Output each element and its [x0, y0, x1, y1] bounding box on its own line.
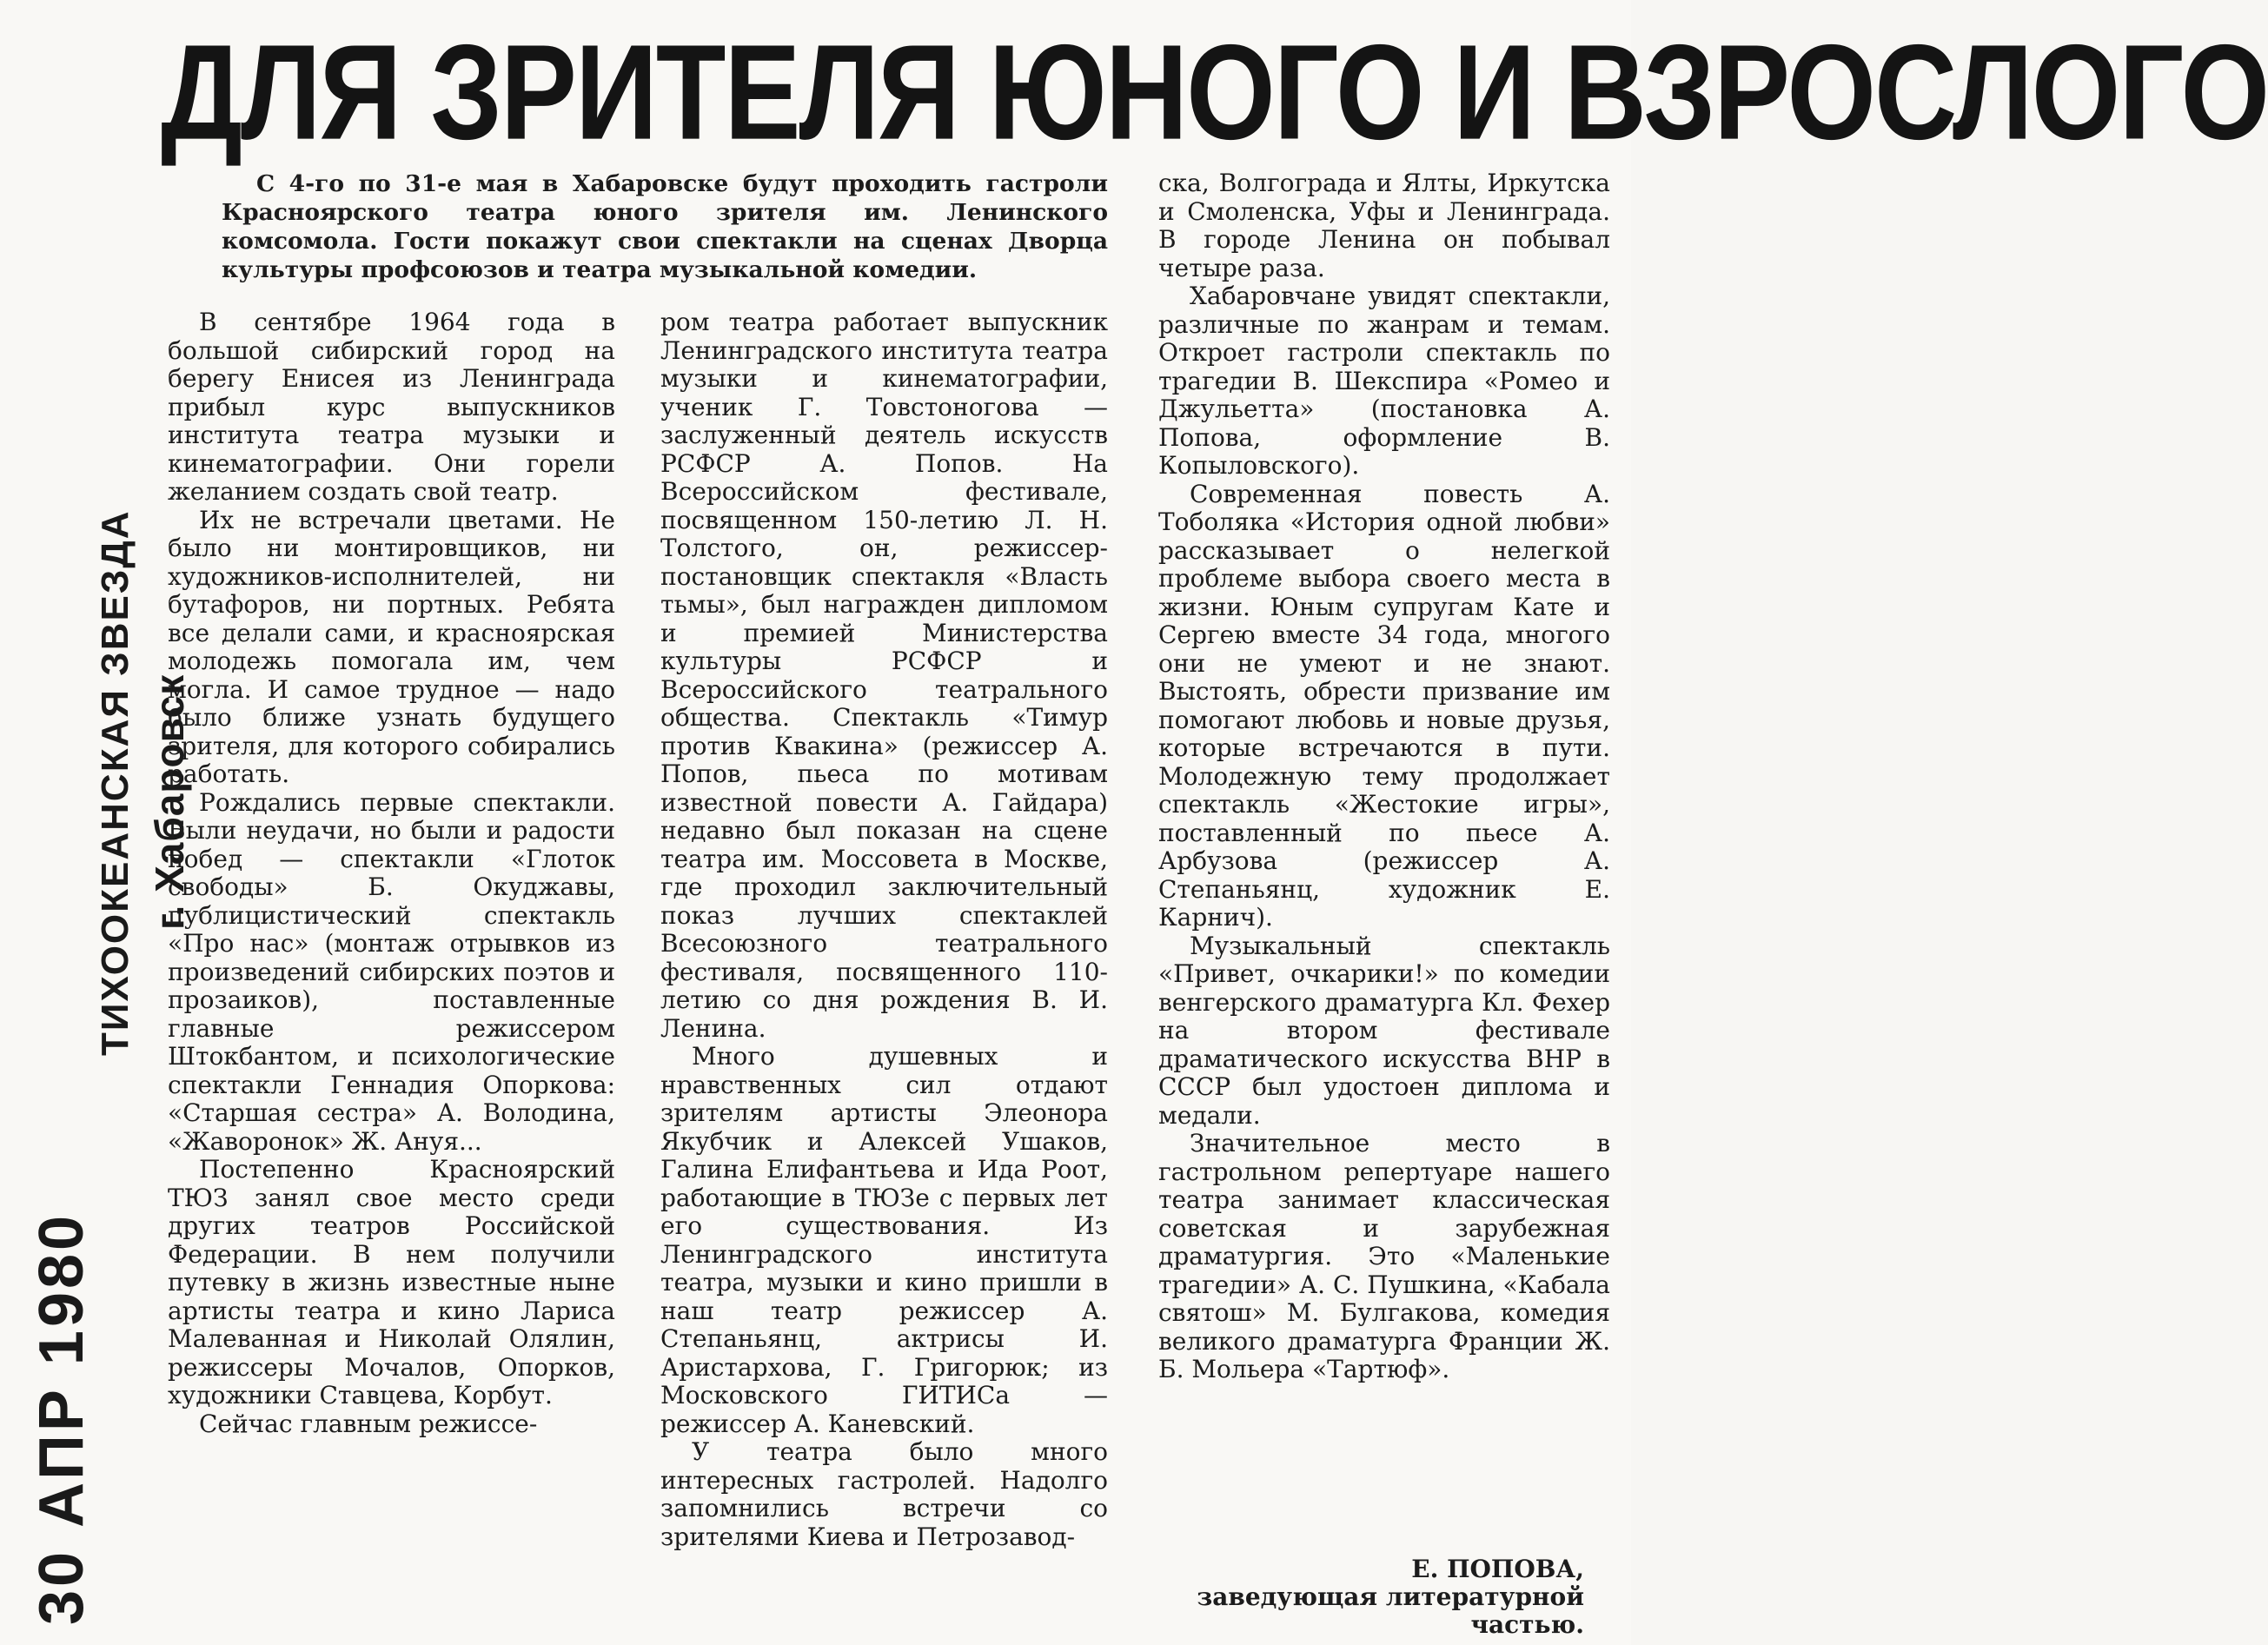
paragraph: Значительное место в гастрольном репертуаре нашего театра занимает классическая советская и зарубежная драматургия. Это «Маленькие трагедии» А. С. Пушкина, «Кабала святош» М. Булгакова, комедия великого драматурга Франции Ж. Б. Мольера «Тартюф».: [1158, 1129, 1610, 1383]
paragraph: Их не встречали цветами. Не было ни монтировщиков, ни художников-исполнителей, ни бутафоров, ни портных. Ребята все делали сами, и красноярская молодежь помогала им, чем могла. И самое трудное — надо было ближе узнать будущего зрителя, для которого собирались работать.: [168, 505, 615, 788]
article-column-1: [168, 308, 615, 1438]
paragraph: ска, Волгограда и Ялты, Иркутска и Смоленска, Уфы и Ленинграда. В городе Ленина он побывал четыре раза.: [1158, 169, 1610, 282]
headline: ДЛЯ ЗРИТЕЛЯ ЮНОГО И ВЗРОСЛОГО: [161, 17, 2268, 168]
article-column-2: [660, 308, 1108, 1551]
paragraph: Много душевных и нравственных сил отдают зрителям артисты Элеонора Якубчик и Алексей Ушаков, Галина Елифантьева и Ида Роот, работающие в ТЮЗе с первых лет его существования. Из Ленинградского института театра, музыки и кино пришли в наш театр режиссер А. Степаньянц, актрисы И. Аристархова, Г. Григорюк; из Московского ГИТИСа — режиссер А. Каневский.: [660, 1042, 1108, 1438]
author-name: Е. ПОПОВА,: [1411, 1555, 1584, 1583]
paragraph: Рождались первые спектакли. Были неудачи, но были и радости побед — спектакли «Глоток свободы» Б. Окуджавы, публицистический спектакль «Про нас» (монтаж отрывков из произведений сибирских поэтов и прозаиков), поставленные главные режиссером Штокбантом, и психологические спектакли Геннадия Опоркова: «Старшая сестра» А. Володина, «Жаворонок» Ж. Ануя...: [168, 787, 615, 1156]
paragraph: Постепенно Красноярский ТЮЗ занял свое место среди других театров Российской Федерации. В нем получили путевку в жизнь известные ныне артисты театра и кино Лариса Малеванная и Николай Олялин, режиссеры Мочалов, Опорков, художники Ставцева, Корбут.: [168, 1155, 615, 1410]
paragraph: Хабаровчане увидят спектакли, различные по жанрам и темам. Откроет гастроли спектакль по трагедии В. Шекспира «Ромео и Джульетта» (постановка А. Попова, оформление В. Копыловского).: [1158, 282, 1610, 480]
newspaper-name: ТИХООКЕАНСКАЯ ЗВЕЗДА: [94, 509, 136, 1056]
paragraph: У театра было много интересных гастролей. Надолго запомнились встречи со зрителями Киева и Петрозавод-: [660, 1437, 1108, 1551]
lead-paragraph: С 4-го по 31-е мая в Хабаровске будут проходить гастроли Красноярского театра юного зрителя им. Ленинского комсомола. Гости покажут свои спектакли на сценах Дворца культуры профсоюзов и театра музыкальной комедии.: [222, 170, 1108, 283]
paragraph: В сентябре 1964 года в большой сибирский город на берегу Енисея из Ленинграда прибыл курс выпускников института театра музыки и кинематографии. Они горели желанием создать свой театр.: [168, 308, 615, 506]
paragraph: Современная повесть А. Тоболяка «История одной любви» рассказывает о нелегкой проблеме выбора своего места в жизни. Юным супругам Кате и Сергею вместе 34 года, многого они не умеют и не знают. Выстоять, обрести призвание им помогают любовь и новые друзья, которые встречаются в пути. Молодежную тему продолжает спектакль «Жестокие игры», поставленный по пьесе А. Арбузова (режиссер А. Степаньянц, художник Е. Карнич).: [1158, 479, 1610, 932]
clipping-source: [0, 0, 192, 1645]
author-signature: [1158, 1555, 1610, 1639]
paragraph: Сейчас главным режиссе-: [199, 1409, 538, 1438]
clipping-date: 30 АПР 1980: [27, 1211, 96, 1625]
paragraph: ром театра работает выпускник Ленинградского института театра музыки и кинематографии, ученик Г. Товстоногова — заслуженный деятель искусств РСФСР А. Попов. На Всероссийском фестивале, посвященном 150-летию Л. Н. Толстого, он, режиссер-постановщик спектакля «Власть тьмы», был награжден дипломом и премией Министерства культуры РСФСР и Всероссийского театрального общества. Спектакль «Тимур против Квакина» (режиссер А. Попов, пьеса по мотивам известной повести А. Гайдара) недавно был показан на сцене театра им. Моссовета в Москве, где проходил заключительный показ лучших спектаклей Всесоюзного театрального фестиваля, посвященного 110-летию со дня рождения В. И. Ленина.: [660, 308, 1108, 1043]
article-column-3: [1158, 169, 1610, 1384]
city-name: г. Хабаровск: [147, 673, 192, 930]
paragraph: Музыкальный спектакль «Привет, очкарики!» по комедии венгерского драматурга Кл. Фехер на втором фестивале драматического искусства ВНР в СССР был удостоен диплома и медали.: [1158, 931, 1610, 1130]
author-role: заведующая литературной частью.: [1197, 1582, 1584, 1639]
